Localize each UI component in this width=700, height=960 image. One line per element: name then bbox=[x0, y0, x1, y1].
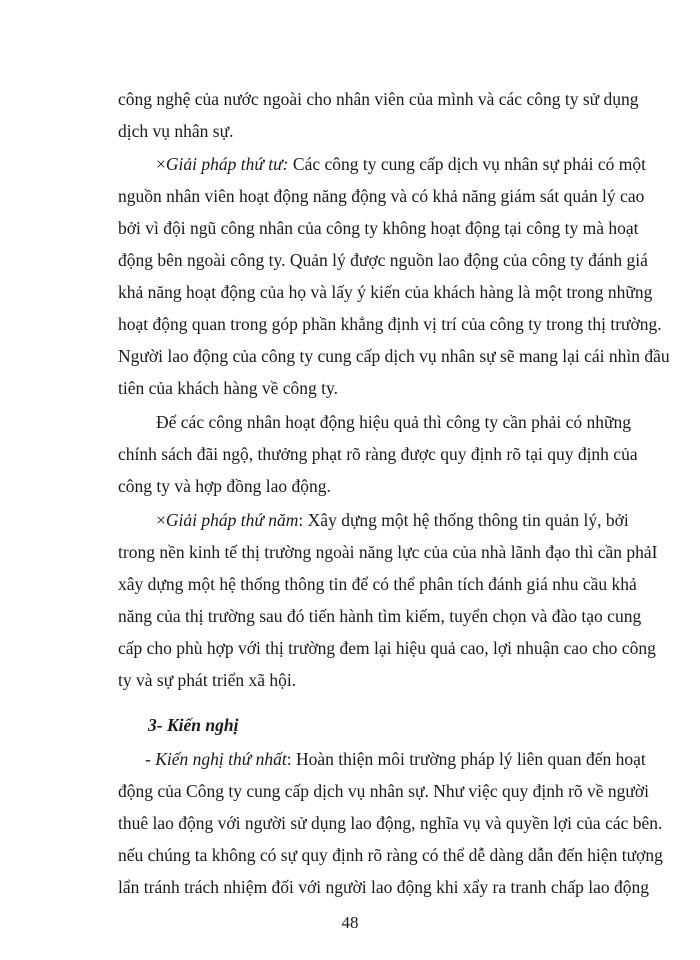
text-line: tiên của khách hàng về công ty. bbox=[118, 378, 338, 398]
recommendation-text: : Hoàn thiện môi trường pháp lý liên quan đến hoạt bbox=[286, 749, 646, 769]
dash-marker: - bbox=[145, 749, 156, 769]
text-line: cấp cho phù hợp với thị trường đem lại hiệu quả cao, lợi nhuận cao cho công bbox=[118, 638, 656, 658]
solution-five-first-line bbox=[156, 508, 629, 532]
text-line: công nghệ của nước ngoài cho nhân viên của mình và các công ty sử dụng bbox=[118, 89, 639, 109]
text-line: Để các công nhân hoạt động hiệu quả thì công ty cần phải có những bbox=[156, 412, 632, 432]
text-line: hoạt động quan trong góp phần khẳng định vị trí của công ty trong thị trường. bbox=[118, 314, 662, 334]
text-line: công ty và hợp đồng lao động. bbox=[118, 476, 331, 496]
solution-label: Giải pháp thứ năm bbox=[165, 510, 299, 530]
text-line: động bên ngoài công ty. Quản lý được nguồn lao động của công ty đánh giá bbox=[118, 250, 648, 270]
text-line: ty và sự phát triển xã hội. bbox=[118, 670, 297, 690]
page-number: 48 bbox=[341, 913, 359, 932]
text-line: lẩn tránh trách nhiệm đối với người lao động khi xẩy ra tranh chấp lao động bbox=[118, 877, 649, 897]
solution-label: Giải pháp thứ tư: bbox=[165, 154, 289, 174]
text-line: dịch vụ nhân sự. bbox=[118, 121, 234, 141]
solution-four-first-line bbox=[156, 152, 646, 176]
text-line: khả năng hoạt động của họ và lấy ý kiến của khách hàng là một trong những bbox=[118, 282, 653, 302]
text-line: bởi vì đội ngũ công nhân của công ty không hoạt động tại công ty mà hoạt bbox=[118, 218, 639, 238]
text-line: năng của thị trường sau đó tiến hành tìm kiếm, tuyển chọn và đào tạo cung bbox=[118, 606, 642, 626]
text-line: chính sách đãi ngộ, thưởng phạt rõ ràng được quy định rõ tại quy định của bbox=[118, 444, 638, 464]
text-line: thuê lao động với người sử dụng lao động, nghĩa vụ và quyền lợi của các bên. bbox=[118, 813, 663, 833]
recommendation-first-line bbox=[145, 747, 646, 771]
text-line: Người lao động của công ty cung cấp dịch vụ nhân sự sẽ mang lại cái nhìn đầu bbox=[118, 346, 670, 366]
text-line: xây dựng một hệ thống thông tin để có thể phân tích đánh giá nhu cầu khả bbox=[118, 574, 637, 594]
solution-text: Các công ty cung cấp dịch vụ nhân sự phải có một bbox=[288, 154, 646, 174]
recommendation-label: Kiến nghị thứ nhất bbox=[155, 749, 287, 769]
section-heading: 3- Kiến nghị bbox=[148, 715, 239, 735]
text-line: trong nền kinh tế thị trường ngoài năng lực của của nhà lãnh đạo thì cần phảI bbox=[118, 542, 658, 562]
text-line: động của Công ty cung cấp dịch vụ nhân sự. Như việc quy định rõ về người bbox=[118, 781, 650, 801]
text-line: nguồn nhân viên hoạt động năng động và có khả năng giám sát quản lý cao bbox=[118, 186, 645, 206]
bullet-marker: × bbox=[156, 154, 166, 174]
bullet-marker: × bbox=[156, 510, 166, 530]
solution-text: : Xây dựng một hệ thống thông tin quản lý, bởi bbox=[298, 510, 629, 530]
text-line: nếu chúng ta không có sự quy định rõ ràng có thể dễ dàng dẫn đến hiện tượng bbox=[118, 845, 663, 865]
